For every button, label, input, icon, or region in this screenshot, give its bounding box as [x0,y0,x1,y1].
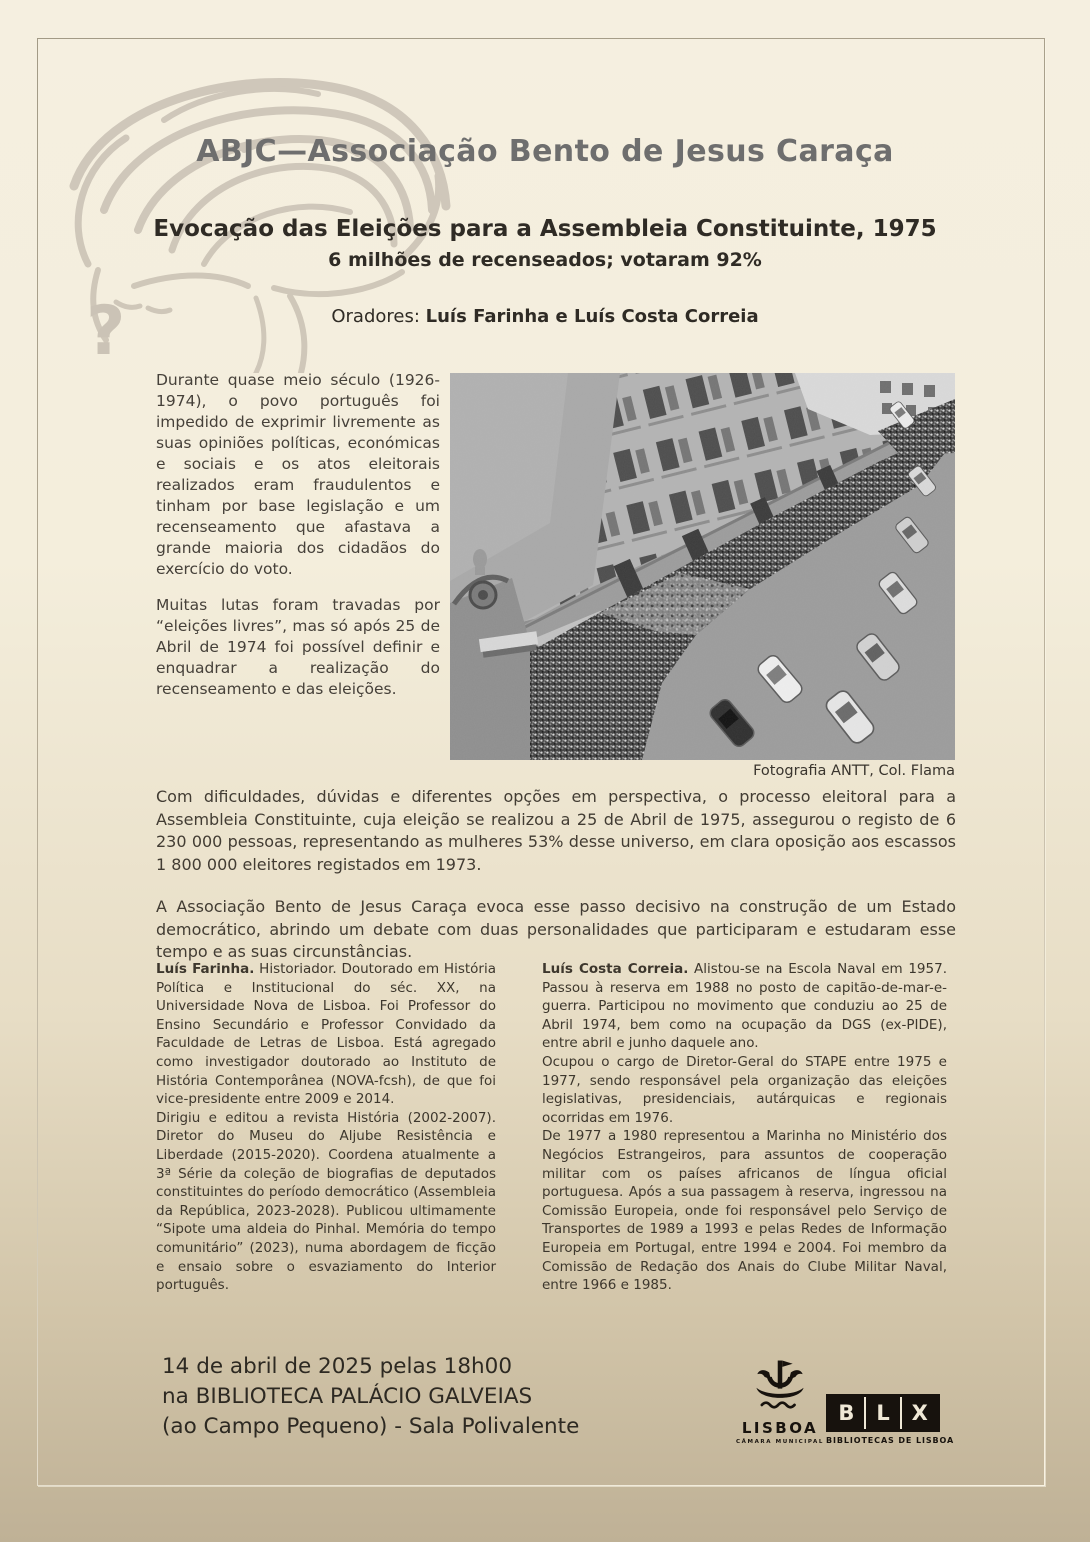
bio-right-paragraph-2: Ocupou o cargo de Diretor-Geral do STAPE entre 1975 e 1977, sendo responsável pela organização das eleições legislativas, presidenciais, autárquicas e regionais ocorridas em 1976. [542,1053,947,1126]
blx-letter-b: B [838,1401,855,1425]
bio-left-paragraph-1: Historiador. Doutorado em História Política e Institucional do séc. XX, na Universidade Nova de Lisboa. Foi Professor do Ensino Secundário e Professor Convidado da Faculdade de Letras de Lisboa. Está agregado como investigador doutorado ao Instituto de História Contemporânea (NOVA-fcsh), de que foi vice-presidente entre 2009 e 2014. [156,961,496,1108]
speakers-line [0,306,1090,327]
bio-luis-farinha [156,960,496,1295]
intro-paragraph-1: Durante quase meio século (1926-1974), o povo português foi impedido de exprimir livremente as suas opiniões políticas, económicas e sociais e os atos eleitorais realizados eram fraudulentos e tinham por base legislação e um recenseamento que afastava a grande maioria dos cidadãos do exercício do voto. [156,371,440,578]
event-title: Evocação das Eleições para a Assembleia Constituinte, 1975 [153,216,937,242]
bio-left-name: Luís Farinha. [156,961,255,977]
ship-with-ravens-icon [751,1356,809,1414]
intro-paragraph-2: Muitas lutas foram travadas por “eleições livres”, mas só após 25 de Abril de 1974 foi possível definir e enquadrar a realização do recenseamento e das eleições. [156,596,440,698]
lisboa-logo-subtitle: CÂMARA MUNICIPAL [736,1439,824,1445]
event-venue-line: na BIBLIOTECA PALÁCIO GALVEIAS [162,1384,533,1409]
lisboa-logo-title: LISBOA [741,1419,819,1437]
bio-right-paragraph-3: De 1977 a 1980 representou a Marinha no Ministério dos Negócios Estrangeiros, para assuntos de cooperação militar com os países africanos de língua oficial portuguesa. Após a sua passagem à reserva, ingressou na Comissão Europeia, onde foi responsável pelo Serviço de Transportes de 1989 a 1993 e pelas Redes de Informação Europeia em Portugal, entre 1994 e 2004. Foi membro da Comissão de Redação dos Anais do Clube Militar Naval, entre 1966 e 1985. [542,1128,947,1294]
body-paragraph-2: A Associação Bento de Jesus Caraça evoca esse passo decisivo na construção de um Estado democrático, abrindo um debate com duas personalidades que participaram e estudaram esse tempo e as suas circunstâncias. [156,897,956,961]
blx-letter-l: L [864,1397,901,1429]
question-mark-doodle: ? [86,292,126,371]
crowd-photo [450,373,955,760]
blx-letter-boxes [826,1394,940,1432]
intro-column [156,370,440,715]
bio-right-name: Luís Costa Correia. [542,961,689,977]
bio-luis-costa-correia [542,960,947,1295]
event-date-line: 14 de abril de 2025 pelas 18h00 [162,1354,513,1379]
blx-bibliotecas-logo [826,1394,955,1445]
speakers-names: Luís Farinha e Luís Costa Correia [425,306,759,327]
bio-right-paragraph-1: Alistou-se na Escola Naval em 1957. Passou à reserva em 1988 no posto de capitão-de-mar-e-guerra. Participou no movimento que conduziu ao 25 de Abril 1974, bem como na ocupação da DGS (ex-PIDE), entre abril e junho daquele ano. [542,961,947,1052]
body-paragraph-1: Com dificuldades, dúvidas e diferentes opções em perspectiva, o processo eleitoral para a Assembleia Constituinte, cuja eleição se realizou a 25 de Abril de 1975, assegurou o registo de 6 230 000 pessoas, representando as mulheres 53% desse universo, em clara oposição aos escassos 1 800 000 eleitores registados em 1973. [156,787,956,874]
lisboa-camara-municipal-logo [734,1356,826,1445]
event-subtitle: 6 milhões de recenseados; votaram 92% [328,249,762,271]
body-text [156,786,956,984]
blx-letter-x: X [900,1397,937,1429]
event-datetime-venue [162,1352,579,1442]
speakers-label: Oradores: [331,306,426,327]
photo-caption: Fotografia ANTT, Col. Flama [753,763,955,779]
org-title: ABJC—Associação Bento de Jesus Caraça [196,134,894,169]
bio-left-paragraph-2: Dirigiu e editou a revista História (2002-2007). Diretor do Museu do Aljube Resistência e Liberdade (2015-2020). Coordena atualmente a 3ª Série da coleção de biografias de deputados constituintes do período democrático (Assembleia da República, 2023-2028). Publicou ultimamente “Sipote uma aldeia do Pinhal. Memória do tempo comunitário” (2023), numa abordagem de ficção e ensaio sobre o esvaziamento do Interior português. [156,1109,496,1294]
event-room-line: (ao Campo Pequeno) - Sala Polivalente [162,1414,580,1439]
blx-logo-subtitle: BIBLIOTECAS DE LISBOA [826,1436,955,1445]
